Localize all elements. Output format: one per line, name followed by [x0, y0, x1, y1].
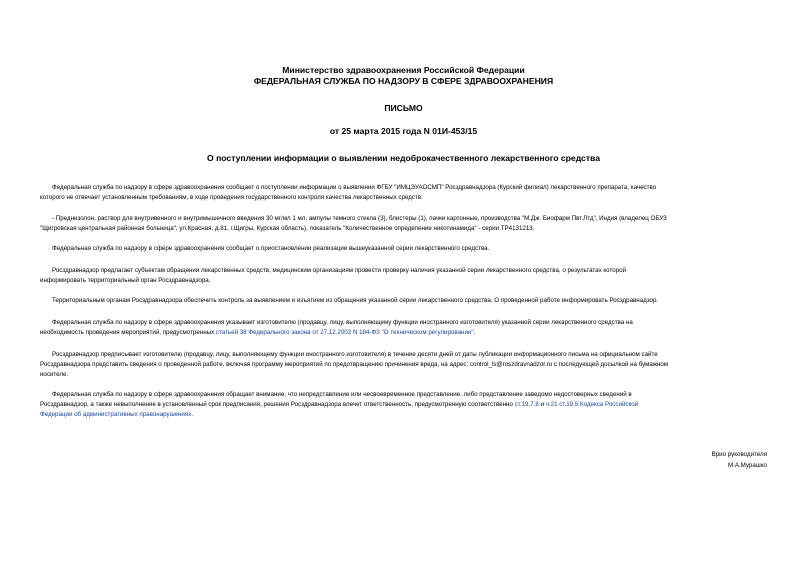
signature-name: М.А.Мурашко — [727, 462, 767, 469]
paragraph-7 — [40, 350, 768, 380]
text-fragment: необходимость проведения мероприятий, предусмотренных — [40, 329, 216, 336]
document-header — [0, 65, 807, 87]
document-title: О поступлении информации о выявлении недоброкачественного лекарственного средства — [207, 153, 600, 163]
paragraph-line: - Преднизолон, раствор для внутривенного и внутримышечного введения 30 мг/мл 1 мл, ампулы темного стекла (3), блистеры (1), пачки картонные, производства "М.Дж. Биофарм Пвт.Лтд", Индия (владелец ОБУЗ — [52, 215, 667, 222]
text-fragment: . — [191, 411, 194, 418]
text-fragment: Росздравнадзор, а также невыполнение в установленный срок предписания, решения Росздравнадзора влечет ответственность, предусмотренную соответственно — [40, 401, 515, 408]
service-name: ФЕДЕРАЛЬНАЯ СЛУЖБА ПО НАДЗОРУ В СФЕРЕ ЗДРАВООХРАНЕНИЯ — [253, 76, 554, 86]
administrative-code-link[interactable]: Кодекса Российской — [579, 401, 639, 408]
paragraph-line: информировать территориальный орган Росздравнадзора. — [40, 277, 211, 284]
paragraph-6 — [40, 318, 768, 338]
paragraph-5 — [40, 296, 768, 306]
paragraph-line: Территориальным органам Росздравнадзора обеспечить контроль за выявлением и изъятием из обращения указанной серии лекарственного средства. О проведенной работе информировать Росздравнадзор. — [52, 297, 659, 304]
paragraph-line — [40, 410, 768, 420]
paragraph-line: которого не отвечает установленным требованиям, в ходе проведения государственного контроля качества лекарственных средств: — [40, 194, 423, 201]
paragraph-4 — [40, 266, 768, 286]
paragraph-line: Росздравнадзор предписывает изготовителю (продавцу, лицу, выполняющему функции иностранного изготовителя) в течение десяти дней от даты публикации информационного письма на официальном сайте — [52, 351, 658, 358]
paragraph-line — [40, 328, 768, 338]
paragraph-line: "Щигровская центральная районная больница", ул.Красная, д.81, г.Щигры, Курская область), показатель "Количественное определение никотинамида" - серии TP4131213. — [40, 225, 535, 232]
text-fragment: . — [473, 329, 476, 336]
paragraph-2 — [40, 214, 768, 234]
paragraph-line: Росздравнадзор предлагает субъектам обращения лекарственных средств, медицинским организациям провести проверку наличия указанной серии лекарственного средства, о результатах которой — [52, 267, 627, 274]
code-article-link-19-7-8[interactable]: ст.19.7.8 — [514, 401, 539, 408]
paragraph-3 — [40, 244, 768, 254]
administrative-code-link-cont[interactable]: Федерации об административных правонарушениях — [40, 411, 192, 418]
text-fragment: и — [538, 401, 546, 408]
paragraph-line: Федеральная служба по надзору в сфере здравоохранения обращает внимание, что непредставление или несвоевременное представление, либо представление заведомо недостоверных сведений в — [52, 391, 632, 398]
code-article-link-19-5[interactable]: ч.21 ст.19.5 — [545, 401, 579, 408]
law-article-link[interactable]: статьей 38 Федерального закона от 27.12.2002 N 184-ФЗ "О техническом регулировании" — [215, 329, 474, 336]
paragraph-1 — [40, 183, 768, 203]
document-date-number: от 25 марта 2015 года N 01И-453/15 — [329, 126, 478, 136]
signature-position: Врио руководителя — [711, 451, 767, 458]
paragraph-line — [40, 400, 768, 410]
ministry-name: Министерство здравоохранения Российской Федерации — [282, 65, 525, 75]
paragraph-line: Росздравнадзора представить сведения о проведенной работе, включая программу мероприятий по предотвращению причинения вреда, на адрес: control_ls@roszdravnadzor.ru с последующей досылкой на бумажном — [40, 361, 669, 368]
paragraph-8 — [40, 390, 768, 420]
paragraph-line: Федеральная служба по надзору в сфере здравоохранения сообщает о приостановлении реализации вышеуказанной серии лекарственного средства. — [52, 245, 490, 252]
paragraph-line: носителе. — [40, 371, 69, 378]
document-type: ПИСЬМО — [384, 103, 423, 113]
paragraph-line: Федеральная служба по надзору в сфере здравоохранения указывает изготовителю (продавцу, лицу, выполняющему функции иностранного изготовителя) указанной серии лекарственного средства на — [52, 319, 633, 326]
paragraph-line: Федеральная служба по надзору в сфере здравоохранения сообщает о поступлении информации о выявлении ФГБУ "ИМЦЭУАОСМП" Росздравнадзора (Курский филиал) лекарственного препарата, качество — [52, 184, 657, 191]
